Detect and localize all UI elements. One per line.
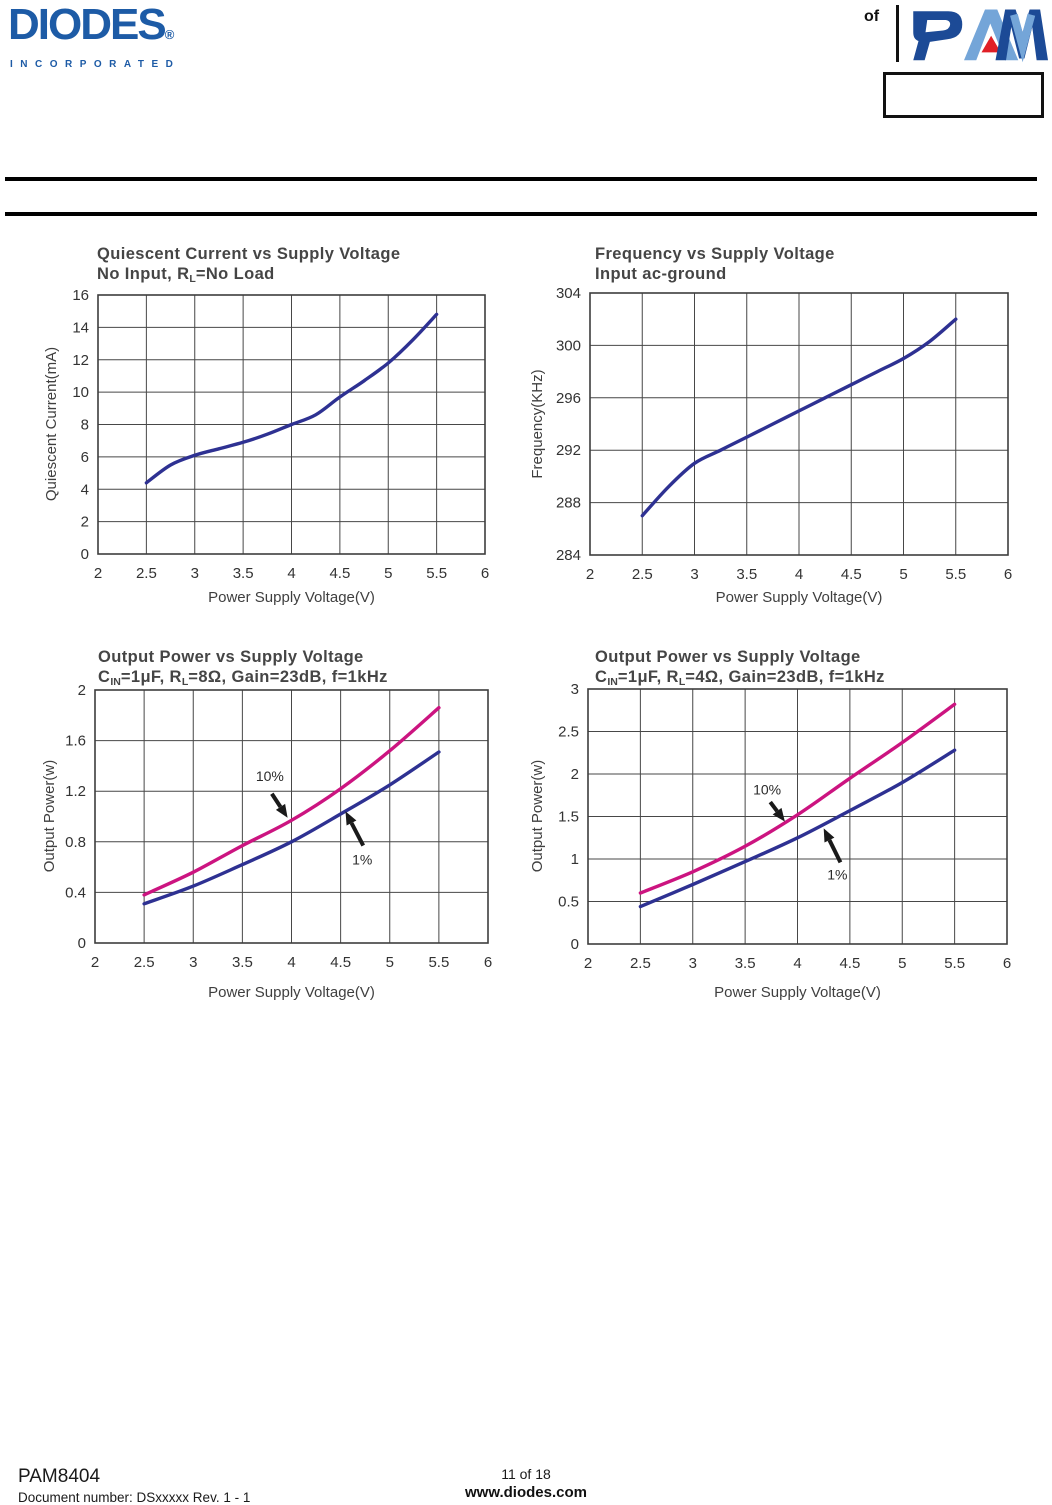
x-tick-label: 2.5 [631, 566, 653, 583]
y-tick-label: 2 [570, 766, 579, 783]
x-axis-label: Power Supply Voltage(V) [714, 984, 881, 1001]
footer-website-link[interactable]: www.diodes.com [465, 1484, 587, 1501]
x-axis-label: Power Supply Voltage(V) [715, 589, 883, 606]
x-tick-label: 3.5 [736, 566, 758, 583]
output-power-4ohm-chart [520, 669, 1052, 991]
annotation-label: 10% [753, 781, 782, 798]
x-tick-label: 2.5 [629, 955, 651, 972]
x-tick-label: 3 [190, 565, 199, 582]
y-tick-label: 4 [80, 481, 89, 499]
x-tick-label: 3 [189, 954, 198, 971]
y-axis-label: Output Power(w) [41, 759, 58, 873]
x-tick-label: 5 [898, 955, 907, 972]
annotation-label: 1% [352, 851, 373, 868]
y-axis-label: Frequency(KHz) [529, 369, 546, 479]
annotation-arrow [770, 802, 777, 811]
y-tick-label: 296 [555, 389, 581, 407]
header-empty-box [883, 72, 1044, 118]
subtitle-text: No Input, R [97, 265, 190, 283]
x-axis-label: Power Supply Voltage(V) [208, 589, 375, 606]
x-tick-label: 4 [287, 565, 296, 582]
x-tick-label: 2 [585, 566, 595, 583]
x-tick-label: 5 [385, 954, 394, 971]
x-tick-label: 4.5 [839, 955, 861, 972]
subtitle-text: =1μF, R [120, 668, 182, 686]
x-tick-label: 3.5 [232, 565, 254, 582]
x-tick-label: 6 [1002, 955, 1012, 972]
x-axis-label: Power Supply Voltage(V) [208, 984, 375, 1001]
y-axis-label: Quiescent Current(mA) [43, 346, 60, 502]
subtitle-sub: L [181, 676, 189, 688]
y-tick-label: 0 [570, 936, 579, 953]
x-tick-label: 4 [287, 954, 296, 971]
x-tick-label: 6 [483, 954, 493, 971]
subtitle-text: Input ac-ground [595, 265, 727, 283]
footer-page-info: 11 of 18 [501, 1466, 551, 1482]
x-tick-label: 2.5 [135, 565, 157, 582]
subtitle-text: =8Ω, Gain=23dB, f=1kHz [188, 668, 388, 686]
y-tick-label: 1.2 [65, 783, 86, 801]
x-tick-label: 5 [384, 565, 393, 582]
subtitle-sub: IN [110, 676, 121, 688]
x-tick-label: 3.5 [734, 955, 756, 972]
header-rule-top [5, 177, 1037, 181]
y-tick-label: 300 [555, 337, 581, 355]
quiescent-current-chart [30, 275, 520, 600]
x-tick-label: 2.5 [133, 954, 155, 971]
y-tick-label: 0.4 [65, 884, 86, 902]
y-tick-label: 10 [72, 384, 89, 402]
x-tick-label: 6 [1003, 566, 1013, 583]
y-tick-label: 6 [80, 448, 89, 466]
frequency-chart [520, 273, 1052, 600]
x-tick-label: 4.5 [330, 954, 352, 971]
y-tick-label: 304 [555, 285, 581, 302]
y-tick-label: 2 [80, 513, 89, 531]
footer-part-number: PAM8404 [18, 1466, 101, 1487]
diodes-logo-text: DIODES [8, 0, 165, 49]
y-tick-label: 292 [555, 442, 581, 460]
x-tick-label: 3.5 [231, 954, 253, 971]
subtitle-text: =1μF, R [617, 668, 679, 686]
y-tick-label: 0 [80, 546, 89, 563]
subtitle-sub: L [189, 273, 196, 285]
header-divider-bar [896, 5, 899, 62]
x-tick-label: 5.5 [426, 565, 448, 582]
x-tick-label: 4 [793, 955, 802, 972]
subtitle-sub: IN [607, 676, 618, 688]
subtitle-text: =No Load [195, 265, 275, 283]
output-power-8ohm-chart [20, 670, 520, 990]
of-label: of [864, 8, 880, 25]
header-rule-bottom [5, 212, 1037, 216]
y-tick-label: 284 [555, 547, 581, 564]
y-tick-label: 3 [570, 681, 579, 698]
subtitle-text: C [98, 668, 111, 686]
annotation-label: 10% [255, 768, 284, 785]
x-tick-label: 5 [899, 566, 908, 583]
pam-logo [908, 3, 1048, 65]
subtitle-text: =4Ω, Gain=23dB, f=1kHz [685, 668, 885, 686]
y-tick-label: 0.5 [558, 893, 579, 911]
annotation-arrow [272, 794, 281, 807]
annotation-label: 1% [827, 866, 848, 883]
x-tick-label: 4.5 [329, 565, 351, 582]
x-tick-label: 2 [583, 955, 593, 972]
x-tick-label: 5.5 [428, 954, 450, 971]
y-axis-label: Output Power(w) [529, 759, 546, 873]
diodes-wordmark [8, 2, 180, 58]
y-tick-label: 16 [72, 287, 89, 304]
chart-title: Output Power vs Supply Voltage [98, 648, 364, 666]
y-tick-label: 0 [77, 935, 86, 952]
y-tick-label: 8 [80, 416, 89, 434]
chart-title: Output Power vs Supply Voltage [595, 648, 861, 666]
diodes-logo [8, 2, 180, 70]
footer-document-number: Document number: DSxxxxx Rev. 1 - 1 [18, 1490, 251, 1505]
pam-letter-p [913, 11, 962, 60]
y-tick-label: 1.6 [65, 732, 86, 750]
y-tick-label: 2 [77, 682, 86, 699]
y-tick-label: 14 [72, 319, 89, 337]
y-tick-label: 288 [555, 494, 581, 512]
y-tick-label: 1.5 [558, 808, 579, 826]
x-tick-label: 4.5 [840, 566, 862, 583]
x-tick-label: 3 [688, 955, 697, 972]
x-tick-label: 4 [794, 566, 804, 583]
y-tick-label: 0.8 [65, 833, 86, 851]
x-tick-label: 5.5 [944, 955, 966, 972]
x-tick-label: 3 [690, 566, 699, 583]
y-tick-label: 12 [72, 351, 89, 369]
chart-title: Quiescent Current vs Supply Voltage [97, 245, 401, 263]
x-tick-label: 2 [93, 565, 103, 582]
diodes-incorporated-label: INCORPORATED [10, 59, 181, 70]
chart-title: Frequency vs Supply Voltage [595, 245, 835, 263]
subtitle-text: C [595, 668, 608, 686]
y-tick-label: 2.5 [558, 723, 579, 741]
registered-mark-icon: ® [164, 27, 175, 42]
x-tick-label: 5.5 [945, 566, 967, 583]
x-tick-label: 6 [480, 565, 490, 582]
subtitle-sub: L [678, 676, 686, 688]
x-tick-label: 2 [90, 954, 100, 971]
y-tick-label: 1 [570, 851, 579, 868]
